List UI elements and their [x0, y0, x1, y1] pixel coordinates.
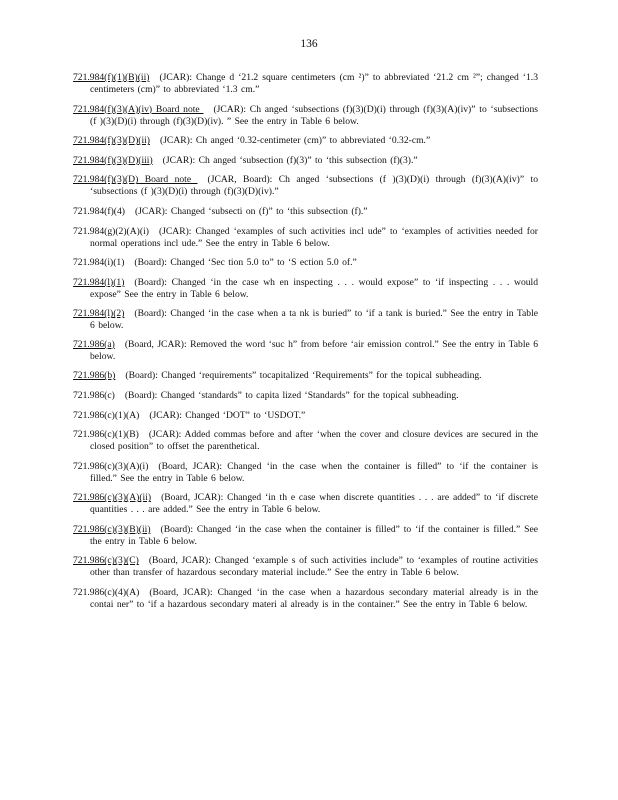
amendment-entry — [73, 429, 538, 453]
section-reference: 721.984(i)(1) — [73, 257, 125, 269]
section-reference: 721.986(c) — [73, 389, 115, 401]
amendment-entry — [73, 104, 538, 128]
section-reference: 721.986(c)(1)(B) — [73, 429, 139, 441]
entry-text: (JCAR): Ch anged ‘0.32-centimeter (cm)” to abbreviated ‘0.32-cm.” — [160, 135, 431, 147]
entry-text: (Board, JCAR): Changed ‘in the case when the container is filled” to ‘if the container is filled.” See the entry in Table 6 below. — [90, 460, 538, 484]
amendment-entry — [73, 587, 538, 611]
amendment-entry — [73, 390, 538, 402]
section-reference: 721.984(f)(4) — [73, 205, 125, 217]
entry-text: (Board, JCAR): Removed the word ‘suc h” from before ‘air emission control.” See the entry in Table 6 below. — [90, 338, 538, 362]
amendment-entry — [73, 135, 538, 147]
amendment-entry — [73, 155, 538, 167]
entry-text: (Board, JCAR): Changed ‘in th e case when discrete quantities . . . are added” to ‘if discrete quantities . . . are added.” See the entry in Table 6 below. — [90, 492, 538, 516]
section-reference: 721.984(g)(2)(A)(i) — [73, 225, 149, 237]
entry-text: (Board): Changed ‘requirements” tocapitalized ‘Requirements” for the topical subheading. — [125, 370, 482, 382]
amendment-entry — [73, 524, 538, 548]
entry-text: (Board): Changed ‘in the case when the container is filled” to ‘if the container is filled.” See the entry in Table 6 below. — [90, 523, 538, 547]
entry-text: (JCAR): Change d ‘21.2 square centimeters (cm ²)” to abbreviated ‘21.2 cm ²”; changed ‘1.3 centimeters (cm)” to abbreviated ‘1.3 cm.” — [90, 72, 538, 95]
section-reference: 721.984(l)(1) — [73, 276, 125, 288]
section-reference: 721.984(f)(1)(B)(ii) — [73, 72, 150, 83]
amendment-entry — [73, 339, 538, 363]
entry-text: (Board, JCAR): Changed ‘in the case when a hazardous secondary material already is in the contai ner” to ‘if a hazardous secondary materi al already is in the container.” See the entry in Table 6 below. — [90, 587, 538, 611]
amendment-entry — [73, 277, 538, 301]
entry-text: (JCAR): Changed ‘DOT” to ‘USDOT.” — [149, 409, 306, 421]
section-reference: 721.984(l)(2) — [73, 308, 125, 320]
section-reference: 721.986(c)(4)(A) — [73, 587, 140, 599]
amendment-entry — [73, 410, 538, 422]
section-reference: 721.986(c)(3)(A)(i) — [73, 460, 149, 472]
amendment-entry — [73, 461, 538, 485]
section-reference: 721.986(b) — [73, 370, 116, 382]
amendment-entry — [73, 206, 538, 218]
entry-text: (Board): Changed ‘standards” to capita lized ‘Standards” for the topical subheading. — [124, 389, 459, 401]
section-reference: 721.986(c)(3)(C) — [73, 555, 139, 567]
page-number: 136 — [300, 38, 318, 50]
amendment-entry — [73, 492, 538, 516]
entry-text: (Board): Changed ‘in the case when a ta nk is buried” to ‘if a tank is buried.” See the entry in Table 6 below. — [90, 308, 538, 332]
entry-text: (JCAR, Board): Ch anged ‘subsections (f )(3)(D)(i) through (f)(3)(A)(iv)” to ‘subsections (f )(3)(D)(i) through (f)(3)(D)(iv).” — [90, 174, 538, 198]
amendment-entry — [73, 308, 538, 332]
amendment-entry — [73, 370, 538, 382]
amendment-entry — [73, 72, 538, 96]
entry-text: (Board, JCAR): Changed ‘example s of such activities include” to ‘examples of routine activities other than transfer of hazardous secondary material include.” See the entry in Table 6 below. — [90, 555, 538, 579]
section-reference: 721.984(f)(3)(A)(iv) Board note — [73, 103, 204, 115]
section-reference: 721.984(f)(3)(D) Board note — [73, 174, 198, 186]
section-reference: 721.984(f)(3)(D)(ii) — [73, 135, 150, 147]
entry-text: (JCAR): Ch anged ‘subsections (f)(3)(D)(i) through (f)(3)(A)(iv)” to ‘subsections (f )(3)(D)(i) through (f)(3)(D)(iv). ” See the entry in Table 6 below. — [90, 103, 538, 127]
amendment-entry — [73, 226, 538, 250]
section-reference: 721.986(a) — [73, 338, 115, 350]
section-reference: 721.986(c)(3)(B)(ii) — [73, 523, 151, 535]
entry-text: (JCAR): Added commas before and after ‘when the cover and closure devices are secured in the closed position” to offset the parenthetical. — [90, 429, 538, 453]
entry-text: (Board): Changed ‘Sec tion 5.0 to” to ‘S ection 5.0 of.” — [134, 257, 357, 269]
amendment-entry — [73, 174, 538, 198]
amendment-entry — [73, 257, 538, 269]
amendment-entry — [73, 555, 538, 579]
entry-text: (JCAR): Ch anged ‘subsection (f)(3)” to ‘this subsection (f)(3).” — [162, 154, 418, 166]
entry-text: (JCAR): Changed ‘subsecti on (f)” to ‘this subsection (f).” — [134, 205, 368, 217]
section-reference: 721.984(f)(3)(D)(iii) — [73, 154, 153, 166]
amendment-entries — [73, 72, 538, 619]
entry-text: (JCAR): Changed ‘examples of such activities incl ude” to ‘examples of activities needed for normal operations incl ude.” See the entry in Table 6 below. — [90, 225, 538, 249]
entry-text: (Board): Changed ‘in the case wh en inspecting . . . would expose” to ‘if inspecting . . . would expose” See the entry in Table 6 below. — [90, 276, 538, 300]
section-reference: 721.986(c)(3)(A)(ii) — [73, 492, 152, 504]
section-reference: 721.986(c)(1)(A) — [73, 409, 140, 421]
